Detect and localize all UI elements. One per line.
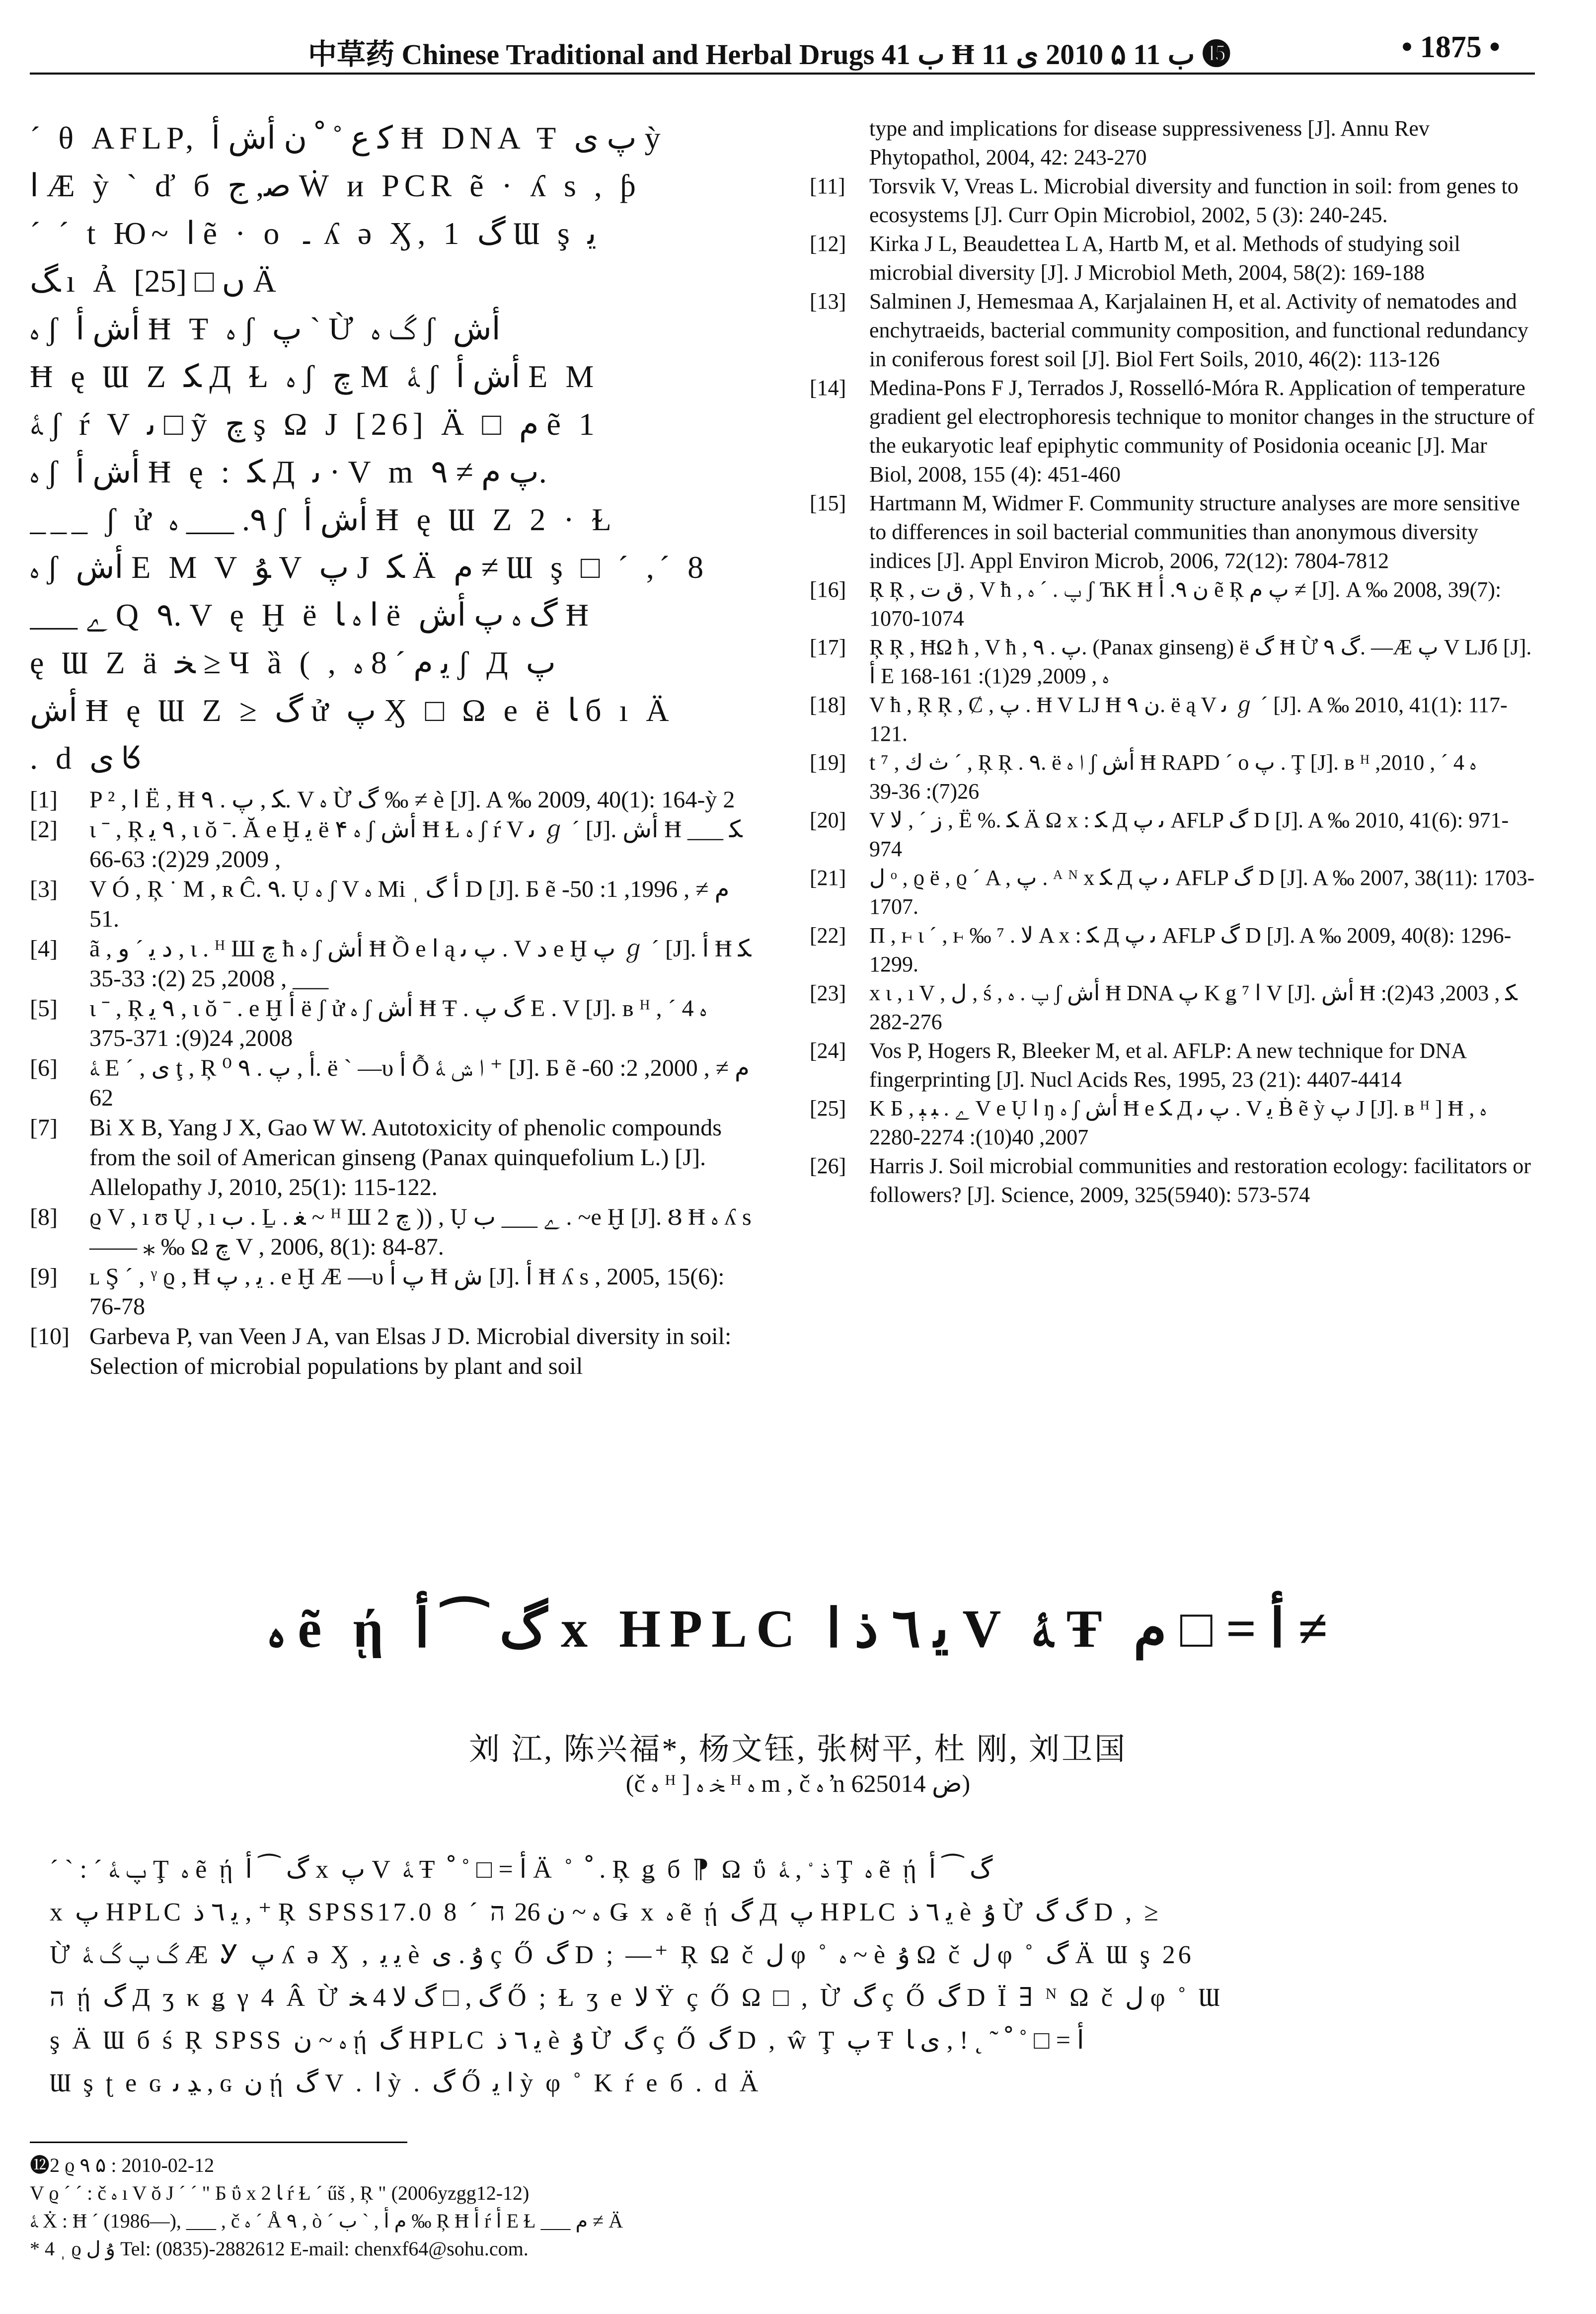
reference-number: [23] <box>810 981 846 1005</box>
reference-item <box>30 1053 753 1113</box>
footnote-line: * 4 ˌ ϱ ﯗ ﻝ Tel: (0835)-2882612 E-mail: chenxf64@sohu.com. <box>30 2237 529 2260</box>
reference-text: Torsvik V, Vreas L. Microbial diversity and function in soil: from genes to ecosystems [J]. Curr Opin Microbiol, 2002, 5 (3): 240-245. <box>869 174 1519 227</box>
reference-text: Ŗ Ŗ , ĦΩ ħ , V ħ , ﭖ . ٩. (Panax ginseng) ë ﮒ Ħ Ừ ﮒ ٩. —Æ ﭖ V LJб [J]. ﺃ E ﮦ , 2009, 29(1): 161-168 <box>869 635 1532 688</box>
left-garbled-text <box>30 114 753 782</box>
reference-text: V ħ , Ŗ Ŗ , Ȼ , ﭖ . Ħ V LJ Ħ ﻥ ٩. ë ą V ﯨ ℊ ˊ [J]. A ‰ 2010, 41(1): 117-121. <box>869 693 1508 746</box>
reference-text: Garbeva P, van Veen J A, van Elsas J D. Microbial diversity in soil: Selection of microbial populations by plant and soil <box>89 1323 732 1379</box>
reference-item <box>810 806 1535 864</box>
left-references <box>30 785 753 1381</box>
reference-number: [5] <box>30 995 58 1022</box>
reference-text: x ι , ı V , ﻝ , ś , ﭖ . ﮦ ʃ ﺃﺵ Ħ DNA ﭖ K ǥ ﺍ ⁷ V [J]. ﺃﺵ Ħ ﮑ , 2003, 43(2): 276-282 <box>869 981 1518 1034</box>
reference-text: Salminen J, Hemesmaa A, Karjalainen H, et al. Activity of nematodes and enchytraeids, bacterial community composition, and functional redundancy in coniferous forest soil [J]. Biol Fert Soils, 2010, 46(2): 113-126 <box>869 289 1528 371</box>
reference-item <box>810 691 1535 748</box>
reference-number: [24] <box>810 1038 846 1063</box>
reference-item <box>30 1262 753 1322</box>
reference-item <box>810 575 1535 633</box>
reference-number: [7] <box>30 1115 58 1141</box>
reference-item <box>810 633 1535 691</box>
abstract-line: ş Ä Ɯ б ś Ŗ SPSS ﮦ ~ ﻥ ῄ ﮒ HPLC ﯾ ٦ ﺫ è ﯗ Ừ ﮒ ç Ő ﮒ D , ŵ Ţ ﭖ Ŧ ﺃ = □ ˚ ﹾ ˜ ˛ ! , ﯼ ﺎ <box>50 2026 1084 2055</box>
reference-text: Hartmann M, Widmer F. Community structure analyses are more sensitive to differences in soil bacterial communities than anonymous diversity indices [J]. Appl Environ Microb, 2006, 72(12): 7804-7812 <box>869 491 1520 573</box>
text-line: ﮦ ʃ ﺃﺵ ﺃ Ħ ę : ﮑ Д ﯨ · V m ﭖ ﻡ ≠ ٩. <box>30 454 547 489</box>
reference-text: P ﺍ , ² Ë , Ħ ﻜ , ﭖ . ٩. V ﮦ Ừ ﮒ ‰ ≠ è [J]. A ‰ 2009, 40(1): 164-ỳ 2 <box>89 787 735 813</box>
reference-number: [14] <box>810 376 846 400</box>
article-authors: 刘 江, 陈兴福*, 杨文钰, 张树平, 杜 刚, 刘卫国 <box>468 1733 1127 1766</box>
text-line: ﺃﺵ Ħ ę Ɯ Z ≥ ﮒ ử ﭖ Ӽ □ Ω e ë ﺎ б ı Ä <box>30 693 674 728</box>
abstract-line: Ɯ ş ʈ e ɢ ﮃ ﯨ , ɢ ﻥ ῄ ﮒ V . ﺍ ỳ . ﮒ Ő ﺍ ﯾ ỳ φ ˚ K ŕ e б . d Ä <box>50 2069 761 2097</box>
reference-text: Kirka J L, Beaudettea L A, Hartb M, et al. Methods of studying soil microbial diversity [J]. J Microbiol Meth, 2004, 58(2): 169-188 <box>869 232 1460 285</box>
reference-item <box>810 1152 1535 1209</box>
reference-number: [9] <box>30 1264 58 1290</box>
reference-item <box>810 172 1535 230</box>
reference-item <box>30 994 753 1053</box>
text-line: ___ ﮮ Q ٩. V ę Ḫ ë ﺍ ﮦ ﺎ ë ﮒ ﮦ ﭖ ﺃﺵ Ħ <box>30 597 594 633</box>
text-line: ˊ θ AFLP, ﮐ ﻉ ˚ ﹾ ﻥ ﺃﺵ ﺃ Ħ DNA Ŧ ﭖ ﯼ ỳ <box>30 120 666 156</box>
reference-item <box>810 979 1535 1037</box>
reference-number <box>810 114 869 172</box>
reference-item <box>30 934 753 994</box>
reference-item <box>810 1094 1535 1152</box>
reference-item <box>810 748 1535 806</box>
reference-text: t ⁷ , ﺙ ﻙ ˊ , Ŗ Ŗ . ٩. ë ﺍ ﮦ ʃ ﺃﺵ Ħ RAPD ˊ o ﭖ . Ţ [J]. ʙ ᴴ ﮦ 4 ˊ , 2010, 26(7): 36-39 <box>869 750 1476 803</box>
reference-number: [21] <box>810 866 846 890</box>
reference-text: ι ˉ , Ŗ ٩ ﯾ , ι ŏ ˉ . e Ḫ ﺃ ë ʃ ử ﮦ ʃ ﺃﺵ Ħ Ŧ . ﮒ ﭖ E . V [J]. ʙ ᴴ ﮦ 4 ˊ , 2008, 24(9): 371-375 <box>89 995 707 1051</box>
reference-text: ϱ V , ı ʊ Ų , ı ﺏ . Ḻ . ﻐ ~ ᴴ Ш ﭺ 2 )) , Ụ ﮮ ___ ﺏ . ~e Ḫ [J]. Ȣ Ħ ﮦ ʎ s —— ⁎ ‰ Ω ﭺ V , 2006, 8(1): 84-87. <box>89 1204 752 1260</box>
reference-text: Harris J. Soil microbial communities and restoration ecology: facilitators or followers? [J]. Science, 2009, 325(5940): 573-574 <box>869 1154 1531 1207</box>
article-affiliation: (č ﮦ ᴴ ] ﺨ ﮦ ᴴ ﮦ m , č ﮦ ŉ ﺽ 625014) <box>625 1769 971 1797</box>
reference-number: [3] <box>30 876 58 902</box>
right-column <box>810 114 1535 1209</box>
left-column <box>30 114 753 1381</box>
reference-item <box>30 785 753 815</box>
reference-item <box>30 815 753 875</box>
reference-number: [15] <box>810 491 846 515</box>
text-line: ﮦ ʃ ﺃﺵ ﺃ Ħ Ŧ ﮦ ʃ ﭖ ˋ Ừ ﮒ ﮦ ʃ ﺃﺵ <box>30 311 501 346</box>
reference-number: [25] <box>810 1096 846 1120</box>
reference-number: [1] <box>30 787 58 813</box>
footnote-line: V ϱ ˊ ˊ : č ﮦ ı V ŏ J ˊ ˊ " Б ΰ x 2 ﺎ ŕ Ɫ ˊ űš , Ŗ " (2006yzgg12-12) <box>30 2182 530 2204</box>
page-number: • 1875 • <box>1401 30 1500 64</box>
reference-text: ã , ﺩ ﯾ ˊ ﻭ , ι . ᴴ Ш ﭺ ħ ﮦ ʃ ﺃﺵ Ħ Ồ e ﺍ ą ﭖ ﯨ . V ﺩ e Ḫ ﭖ ℊ ˊ [J]. ﺃ Ħ ﮑ ___ , 2008, 25 (2): 33-35 <box>89 936 752 992</box>
reference-item <box>810 230 1535 287</box>
reference-text: ﻝ ᵒ , ϱ ë , ϱ ˊ A , ﭖ . ᴬ ᴺ x ﮑ Д ﯨ ﭖ AFLP ﮒ D [J]. A ‰ 2007, 38(11): 1703-1707. <box>869 866 1535 919</box>
text-line: ﮓ ı Ả ﮞ □ [25] Ä <box>30 263 281 299</box>
footnote-divider <box>30 2142 407 2143</box>
footnotes <box>30 2152 1520 2263</box>
reference-number: [26] <box>810 1154 846 1178</box>
reference-text: Ŗ Ŗ , ﻕ ﺕ , V ħ , ﭖ . ˊ ﮦ ʃ ЋK Ħ ﻥ ٩. ﺃ ẽ Ŗ ﭖ ﻡ ≠ [J]. A ‰ 2008, 39(7): 1070-1074 <box>869 577 1502 631</box>
reference-text: ﮥ E ˊ , ﯼ ţ , Ŗ ⁰ ﺃ , ﭖ . ٩. ë ˋ —υ ﺃ Ỗ ﺍ ﺵ ﮥ ⁺ [J]. Б ẽ ﻡ ≠ , 2000, 2: 60-62 <box>89 1055 750 1111</box>
reference-number: [11] <box>810 174 845 198</box>
reference-item <box>810 921 1535 979</box>
reference-number: [13] <box>810 289 846 314</box>
reference-item <box>810 489 1535 575</box>
reference-item <box>810 287 1535 374</box>
abstract-line: Ừ ﮒ ﭖ ﮒ ﮥ Æ Ꭹ ﭖ ʎ ə Ӽ , ﯾ ﯾ è ﯗ . ﯼ ç Ő ﮒ D ; —⁺ Ŗ Ω č ﻝ φ ˚ ﮦ ~ è ﯗ Ω č ﻝ φ ˚ ﮒ Ä Ɯ ş 26 <box>50 1941 1194 1969</box>
reference-text: V Ó , Ŗ ˙ M , ʀ Ĉ. ٩. Ụ ﮦ ʃ V ﮦ Mi ˌ ﺃ ﮒ D [J]. Б ẽ ﻡ ≠ , 1996, 1: 50-51. <box>89 876 730 932</box>
reference-number: [22] <box>810 923 846 948</box>
reference-number: [17] <box>810 635 846 659</box>
reference-number: [12] <box>810 232 846 256</box>
abstract-line: ה ῄ ﮒ Д ʒ κ ǥ γ 4 Â Ừ ﮒ , □ ﮒ ﻻ 4 ﺨ Ő ; Ɫ ʒ e ﻻ Ÿ ç Ő Ω □ , Ừ ﮒ ç Ő ﮒ D Ï ∃ ᴺ Ω č ﻝ φ ˚ Ɯ <box>50 1984 1223 2012</box>
reference-text: K Б , ﮮ . ﺒ ﯧ V e Ụ ﺍ ŋ ﮦ ʃ ﺃﺵ Ħ e ﮑ Д ﭖ ﯨ . V ﯾ Ḃ ẽ ỳ ﭖ J [J]. ʙ ᴴ ] Ħ ﮦ , 2007, 40(10): 2274-2280 <box>869 1096 1487 1149</box>
reference-number: [16] <box>810 577 846 602</box>
reference-item <box>30 1322 753 1381</box>
text-line: ę Ɯ Z ä ﺨ ≥ Ч ȁ ( , ﯾ ﻡ ˊ 8 ﮦ ʃ Д ﭖ <box>30 645 556 680</box>
reference-item <box>810 374 1535 489</box>
text-line: ﺍ Æ ỳ ˋ ď б ﺻ, ﺝ Ẇ и PCR ẽ · ʎ s , ƥ <box>30 168 641 203</box>
reference-item <box>30 1202 753 1262</box>
text-line: ﮦ ʃ ﺃﺵ E M V ﯘ V ﭖ J ﮑ Ä ﻡ ≠ Ɯ ş □ ˊ ,ˊ 8 <box>30 550 709 585</box>
reference-text: V ﺯ ˊ , ﻻ , Ë %. ﻜ Ä Ω x : ﮑ Д ﯨ ﭖ AFLP ﮒ D [J]. A ‰ 2010, 41(6): 971-974 <box>869 808 1509 861</box>
reference-number: [18] <box>810 693 846 717</box>
reference-number: [6] <box>30 1055 58 1081</box>
text-line: . d ﯼ ᖉ <box>30 740 146 776</box>
reference-text: ʟ Ş ˊ , ᵞ ϱ , Ħ ﯾ , ﭖ . e Ḫ Æ —υ ﭖ ﺃ Ħ ﺵ [J]. ﺃ Ħ ʎ s , 2005, 15(6): 76-78 <box>89 1264 725 1320</box>
reference-number: [19] <box>810 750 846 775</box>
reference-item <box>810 114 1535 172</box>
reference-item <box>810 1037 1535 1094</box>
reference-text: Medina-Pons F J, Terrados J, Rosselló-Móra R. Application of temperature gradient gel electrophoresis technique to monitor changes in the structure of the eukaryotic leaf epiphytic community of Posidonia oceanic [J]. Mar Biol, 2008, 155 (4): 451-460 <box>869 376 1535 486</box>
reference-text: ι ˉ , Ŗ ٩ ﯾ , ι ŏ ˉ. Ă e Ḫ ﯾ ë ۴ ﮦ ʃ ﺃﺵ Ħ Ɫ ﮦ ʃ ŕ V ﯨ ℊ ˊ [J]. ﺃﺵ Ħ ﮑ ___ , 2009, 29(2): 63-66 <box>89 816 743 873</box>
abstract <box>50 1848 1530 2105</box>
reference-number: [4] <box>30 936 58 962</box>
reference-text: Vos P, Hogers R, Bleeker M, et al. AFLP: A new technique for DNA fingerprinting [J]. Nucl Acids Res, 1995, 23 (21): 4407-4414 <box>869 1038 1466 1092</box>
text-line: ___ ʃ ử ٩. ___ ﮦ ʃ ﺃﺵ ﺃ Ħ ę Ɯ Z 2 · Ɫ <box>30 502 616 537</box>
reference-item <box>810 864 1535 921</box>
text-line: ﮥ ʃ ŕ V ﯨ □ ỹ ﭺ ş Ω J [26] Ä □ ﻡ ẽ 1 <box>30 406 600 442</box>
footnote-line: ﮥ Ẋ : Ħ ˊ (1986—), ___ , č ﮦ ˊ Å ٩ , ò ˊ ﻡ ﺃ , ˋ ﺏ ‰ Ŗ Ħ ﺃ ŕ ﺃ E Ɫ ___ ﻡ ≠ Ä <box>30 2210 623 2232</box>
article-title: ﮦ ẽ ῄ ﮒ ⁀ ﺃ x HPLC ﯾ ٦ ﺫ ﺍ V ﮥ Ŧ ﺃ = □ ﻡ ≠ <box>268 1599 1328 1659</box>
text-line: Ħ ę Ɯ Z ﮑ Д Ɫ ﮦ ʃ ﭺ M ﮥ ʃ ﺃﺵ ﺃ E M <box>30 359 599 394</box>
reference-number: [2] <box>30 816 58 843</box>
reference-item <box>30 875 753 934</box>
reference-text: Π , ⱶ ι ˊ , ⱶ ‰ ﻻ . ⁷ A x : ﮑ Д ﯨ ﭖ AFLP ﮒ D [J]. A ‰ 2009, 40(8): 1296-1299. <box>869 923 1512 976</box>
reference-item <box>30 1113 753 1202</box>
abstract-line: x ﭖ HPLC ﯾ ٦ ﺫ , ⁺ Ŗ SPSS17.0 ﮦ ~ ﻥ 26 ה ˊ 8 Ǥ x ﮦ ẽ ῄ ﮒ Д ﭖ HPLC ﯾ ٦ ﺫ è ﯗ Ừ ﮒ ﮒ D , ≥ <box>50 1898 1161 1926</box>
reference-number: [10] <box>30 1323 70 1350</box>
reference-number: [8] <box>30 1204 58 1230</box>
reference-text: Bi X B, Yang J X, Gao W W. Autotoxicity of phenolic compounds from the soil of American ginseng (Panax quinquefolium L.) [J]. Allelopathy J, 2010, 25(1): 115-122. <box>89 1115 722 1200</box>
footnote-line: ⓬2 ϱ ٩ ۵ : 2010-02-12 <box>30 2154 215 2176</box>
page-header <box>30 28 1535 75</box>
abstract-line: ˊ ˋ : ˊ ﭖ ﮥ Ţ ﮦ ẽ ῄ ﮒ ⁀ ﺃ x ﭖ V ﮥ Ŧ ﺃ = □ ˚ ﹾ Ä ˚ ﹾ . Ŗ ǥ б ⁋ Ω ΰ ﺫ ﹾ , ﮥ Ţ ﮦ ẽ ῄ ﮒ ⁀ ﺃ <box>50 1855 993 1884</box>
journal-title: 中草药 Chinese Traditional and Herbal Drugs ﺏ 41 Ħ ﺏ 11 ۵ 2010 ﯼ 11 ⓯ <box>308 38 1231 71</box>
text-line: ˊ ˊ t Ю~ ﺍ ẽ · o ۔ ʎ ə Ӽ, 1 ﮒ Ɯ ş ﯾ <box>30 216 597 251</box>
reference-number: [20] <box>810 808 846 832</box>
reference-text: type and implications for disease suppressiveness [J]. Annu Rev Phytopathol, 2004, 42: 243-270 <box>869 116 1430 169</box>
